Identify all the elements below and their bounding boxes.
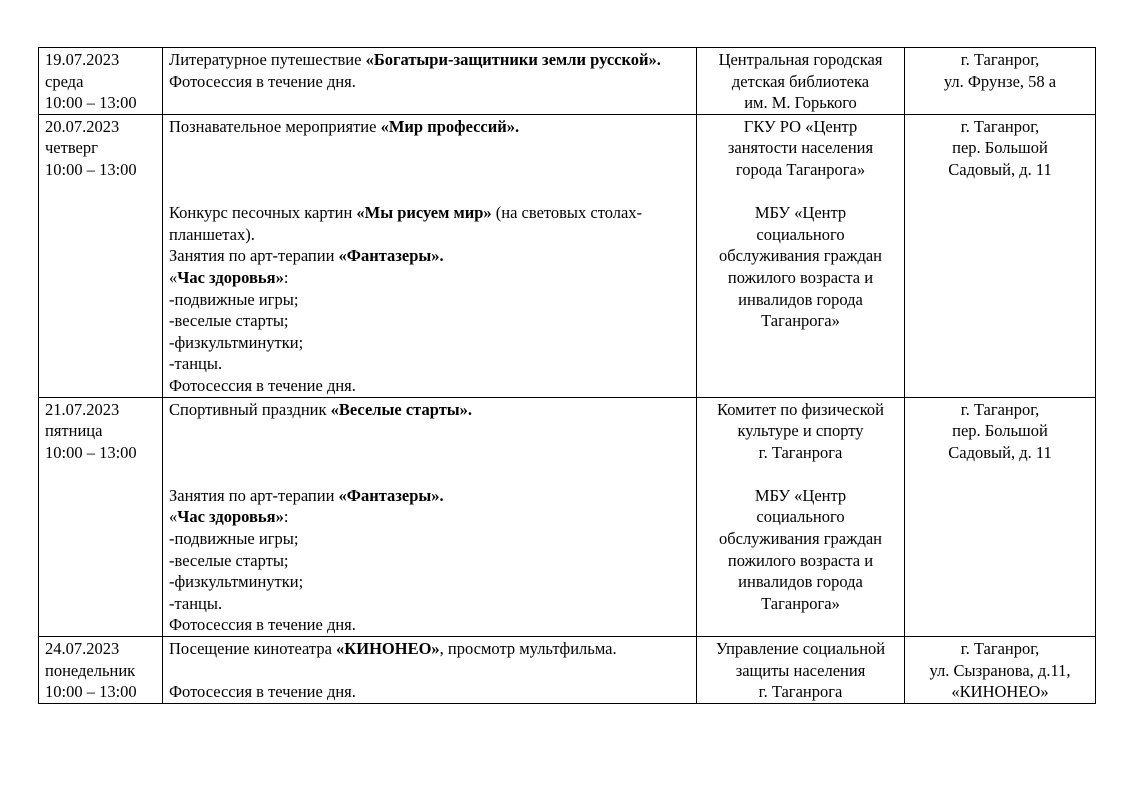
health-hour-line: «Час здоровья»: xyxy=(169,507,289,527)
event-cell xyxy=(163,48,697,115)
weekday: пятница xyxy=(45,421,103,441)
organizer-line: МБУ «Центр xyxy=(754,485,847,505)
organizer-line: инвалидов города xyxy=(738,572,863,592)
event-cell xyxy=(163,637,697,704)
organizer-line: Таганрога» xyxy=(761,593,840,613)
organizer-line: Центральная городская xyxy=(718,50,883,69)
address-line: г. Таганрог, xyxy=(960,50,1040,69)
address-line: ул. Сызранова, д.11, xyxy=(929,660,1071,680)
list-item: -подвижные игры; xyxy=(169,529,299,549)
weekday: понедельник xyxy=(45,660,136,680)
date-cell xyxy=(39,114,163,397)
date-cell xyxy=(39,48,163,115)
art-therapy-line: Занятия по арт-терапии «Фантазеры». xyxy=(169,246,444,266)
event-cell xyxy=(163,114,697,397)
address-cell xyxy=(905,397,1096,637)
weekday: четверг xyxy=(45,138,98,158)
list-item: -веселые старты; xyxy=(169,550,289,570)
address-cell xyxy=(905,637,1096,704)
date: 24.07.2023 xyxy=(45,639,120,659)
address-cell xyxy=(905,48,1096,115)
list-item: -физкультминутки; xyxy=(169,332,304,352)
date: 21.07.2023 xyxy=(45,399,120,419)
address-line: пер. Большой xyxy=(952,138,1048,158)
time: 10:00 – 13:00 xyxy=(45,682,137,702)
health-hour-line: «Час здоровья»: xyxy=(169,267,289,287)
organizer-line: города Таганрога» xyxy=(735,159,866,179)
organizer-line: г. Таганрога xyxy=(758,682,843,702)
organizer-line: детская библиотека xyxy=(731,71,870,91)
photo-note: Фотосессия в течение дня. xyxy=(169,682,356,702)
list-item: -физкультминутки; xyxy=(169,572,304,592)
address-line: г. Таганрог, xyxy=(960,639,1040,659)
table-row xyxy=(39,637,1096,704)
organizer-line: защиты населения xyxy=(735,660,866,680)
time: 10:00 – 13:00 xyxy=(45,442,137,462)
organizer-line: пожилого возраста и xyxy=(727,267,874,287)
organizer-line: г. Таганрога xyxy=(758,442,843,462)
organizer-line: МБУ «Центр xyxy=(754,203,847,223)
organizer-line: им. М. Горького xyxy=(744,93,857,113)
list-item: -подвижные игры; xyxy=(169,289,299,309)
list-item: -танцы. xyxy=(169,593,223,613)
date-cell xyxy=(39,397,163,637)
organizer-cell xyxy=(697,48,905,115)
organizer-line: пожилого возраста и xyxy=(727,550,874,570)
organizer-line: Комитет по физической xyxy=(717,399,884,419)
organizer-cell xyxy=(697,637,905,704)
time: 10:00 – 13:00 xyxy=(45,93,137,113)
address-line: г. Таганрог, xyxy=(960,116,1040,136)
table-row xyxy=(39,397,1096,637)
event-title: Литературное путешествие «Богатыри-защитники земли русской». xyxy=(169,50,661,69)
list-item: -танцы. xyxy=(169,354,223,374)
organizer-line: социального xyxy=(756,224,845,244)
organizer-line: культуре и спорту xyxy=(737,421,864,441)
event-title: Познавательное мероприятие «Мир профессий». xyxy=(169,116,520,136)
organizer-line: социального xyxy=(756,507,845,527)
photo-note: Фотосессия в течение дня. xyxy=(169,615,356,635)
contest-line: Конкурс песочных картин «Мы рисуем мир» (на световых столах-планшетах). xyxy=(169,203,643,244)
date-cell xyxy=(39,637,163,704)
address-cell xyxy=(905,114,1096,397)
organizer-line: Таганрога» xyxy=(761,311,840,331)
table-row xyxy=(39,114,1096,397)
organizer-line: занятости населения xyxy=(727,138,874,158)
organizer-cell xyxy=(697,114,905,397)
address-line: «КИНОНЕО» xyxy=(951,682,1049,702)
organizer-line: Управление социальной xyxy=(715,639,886,659)
organizer-line: ГКУ РО «Центр xyxy=(743,116,858,136)
organizer-line: обслуживания граждан xyxy=(718,529,883,549)
address-line: Садовый, д. 11 xyxy=(948,159,1052,179)
address-line: Садовый, д. 11 xyxy=(948,442,1052,462)
photo-note: Фотосессия в течение дня. xyxy=(169,375,356,395)
organizer-line: обслуживания граждан xyxy=(718,246,883,266)
list-item: -веселые старты; xyxy=(169,311,289,331)
event-title: Спортивный праздник «Веселые старты». xyxy=(169,399,473,419)
address-line: г. Таганрог, xyxy=(960,399,1040,419)
art-therapy-line: Занятия по арт-терапии «Фантазеры». xyxy=(169,485,444,505)
address-line: пер. Большой xyxy=(952,421,1048,441)
organizer-cell xyxy=(697,397,905,637)
table-row xyxy=(39,48,1096,115)
date: 19.07.2023 xyxy=(45,50,120,69)
event-cell xyxy=(163,397,697,637)
address-line: ул. Фрунзе, 58 а xyxy=(943,71,1057,91)
time: 10:00 – 13:00 xyxy=(45,159,137,179)
photo-note: Фотосессия в течение дня. xyxy=(169,71,356,91)
event-title: Посещение кинотеатра «КИНОНЕО», просмотр мультфильма. xyxy=(169,639,617,659)
date: 20.07.2023 xyxy=(45,116,120,136)
organizer-line: инвалидов города xyxy=(738,289,863,309)
schedule-table xyxy=(38,47,1096,704)
weekday: среда xyxy=(45,71,84,91)
